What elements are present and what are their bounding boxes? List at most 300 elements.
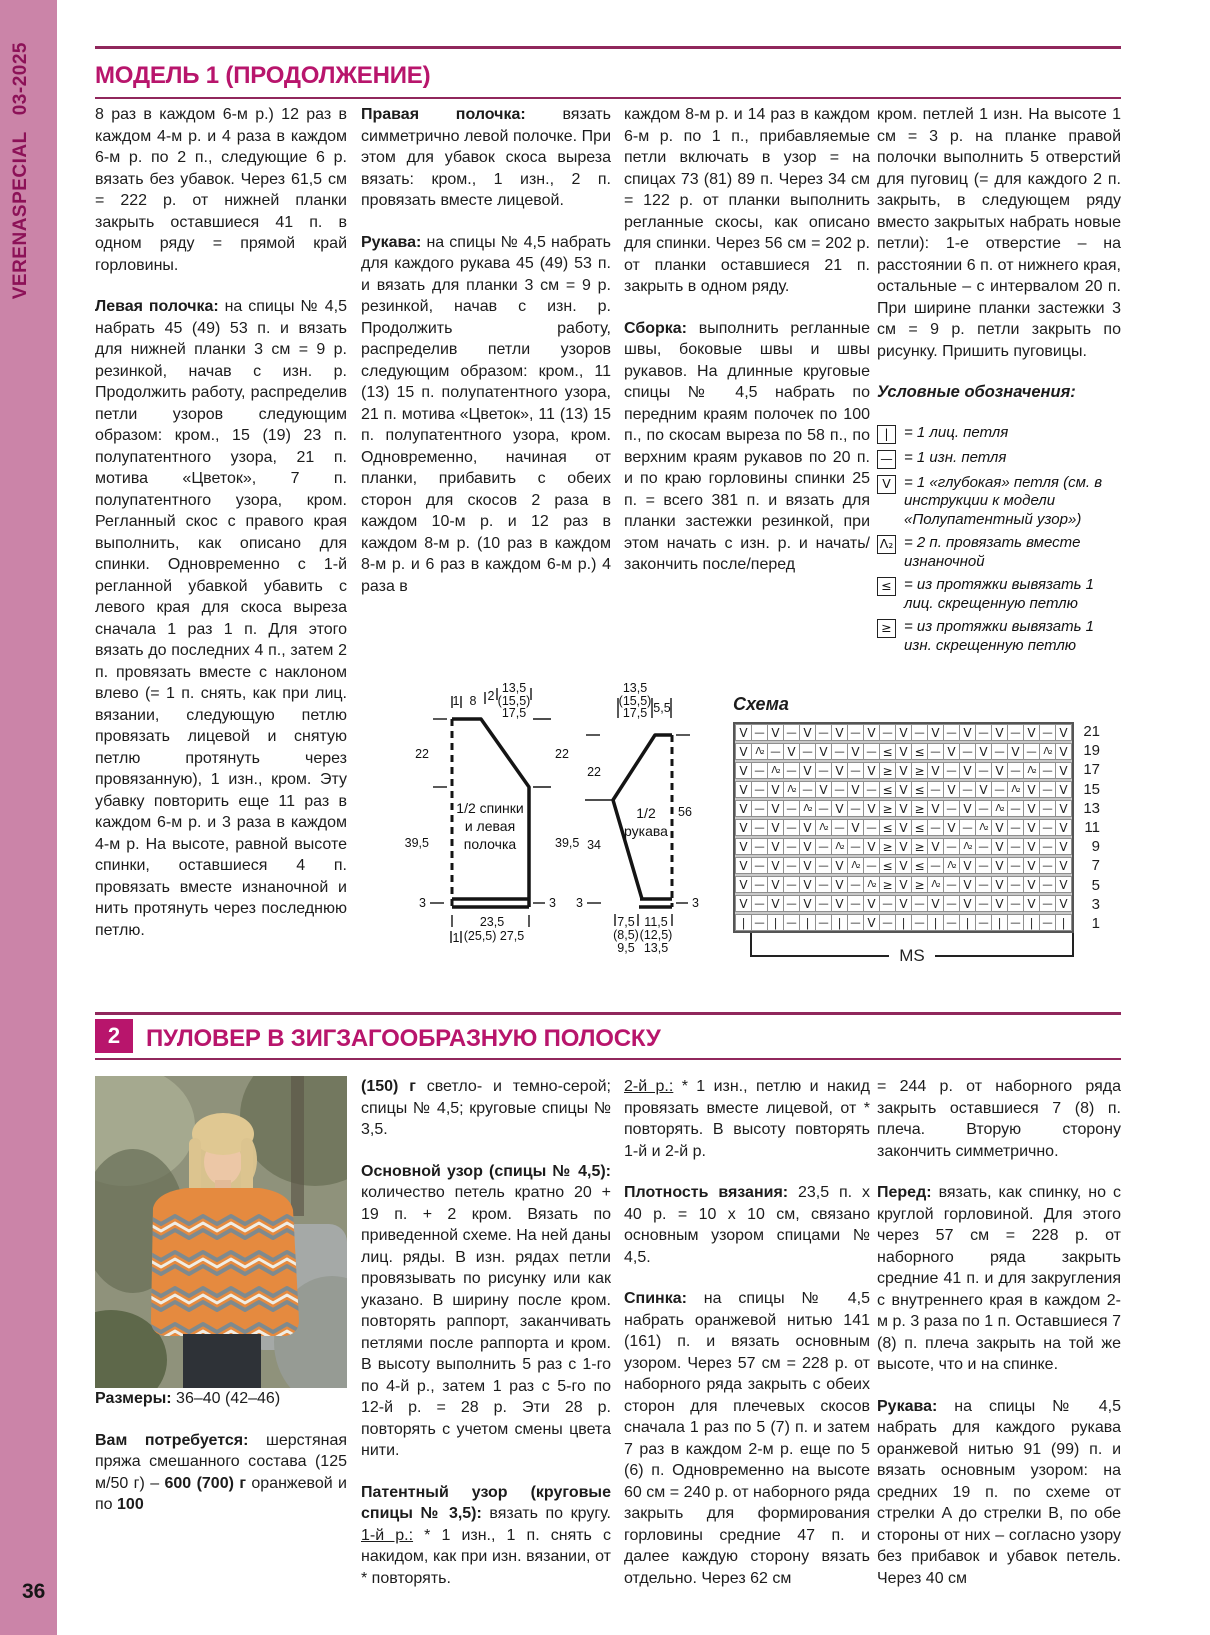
paragraph (361, 104, 611, 212)
chart-cell: Λ₂ (847, 857, 864, 874)
chart-cell: V (991, 876, 1008, 893)
piece-label: рукава (624, 823, 668, 839)
sizes-heading: Размеры: (95, 1390, 172, 1407)
piece-label: полочка (463, 836, 517, 852)
chart-row (735, 800, 1072, 817)
chart-cell: — (751, 800, 768, 817)
chart-cell: ≥ (911, 838, 928, 855)
chart-cell: Λ₂ (799, 800, 816, 817)
chart-cell: V (1023, 724, 1040, 741)
chart-row (735, 762, 1072, 779)
chart-cell: V (927, 895, 944, 912)
chart-cell: — (751, 857, 768, 874)
schematic-sleeve-piece (576, 681, 699, 955)
chart-cell: V (959, 857, 976, 874)
chart-cell: — (863, 743, 880, 760)
chart-cell: ≤ (879, 743, 896, 760)
chart-cell: V (943, 819, 960, 836)
chart-cell: — (1039, 724, 1056, 741)
para-heading: Рукава: (877, 1397, 938, 1415)
chart-cell: — (815, 838, 832, 855)
measurement-label: 13,5 (501, 681, 527, 695)
chart-cell: V (863, 762, 880, 779)
measurement-label: 9,5 (617, 941, 635, 955)
body-text: * 1 изн., петлю и накид провязать вместе лицевой, от * повторять. В высоту повторять 1-й и 2-й р. (624, 1078, 870, 1160)
chart-cell: — (1039, 800, 1056, 817)
chart-row (735, 743, 1072, 760)
para-heading: Правая полочка: (361, 106, 526, 123)
paragraph (624, 1182, 870, 1268)
measurement-label: (15,5) (618, 694, 652, 708)
knitting-chart (733, 694, 1100, 965)
chart-cell: V (991, 819, 1008, 836)
chart-cell: — (815, 895, 832, 912)
section1-title: МОДЕЛЬ 1 (ПРОДОЛЖЕНИЕ) (95, 62, 431, 89)
chart-cell: | (1055, 914, 1072, 931)
chart-cell: — (1039, 819, 1056, 836)
chart-cell: — (1039, 914, 1056, 931)
chart-cell: — (783, 838, 800, 855)
row-label: 1-й р.: (361, 1526, 414, 1544)
chart-cell: ≥ (911, 876, 928, 893)
measurement-label: 34 (587, 838, 601, 852)
paragraph (361, 232, 611, 598)
chart-cell: — (1007, 857, 1024, 874)
chart-row-number: 7 (1091, 857, 1100, 875)
chart-cell: V (767, 819, 784, 836)
chart-cell: V (863, 895, 880, 912)
chart-cell: — (991, 743, 1008, 760)
body-text: 23,5 п. x 40 р. = 10 x 10 см, связано основным узором спицами № 4,5. (624, 1184, 870, 1266)
paragraph (624, 1288, 870, 1589)
chart-cell: V (1023, 819, 1040, 836)
measurement-label: 22 (415, 747, 429, 761)
chart-cell: — (799, 743, 816, 760)
chart-cell: V (895, 800, 912, 817)
chart-cell: | (991, 914, 1008, 931)
chart-cell: — (847, 876, 864, 893)
pattern-schematics (375, 648, 735, 980)
section1-column-3 (624, 104, 870, 596)
measurement-label: (15,5) (497, 694, 531, 708)
bracket-line (935, 955, 1072, 957)
magazine-issue: 03-2025 (10, 42, 31, 116)
chart-cell: — (799, 781, 816, 798)
measurement-label: (8,5) (613, 928, 639, 942)
chart-cell: — (847, 895, 864, 912)
body-text: количество петель кратно 20 + 19 п. + 2 кром. Вязать по приведенной схеме. На ней даны лиц. ряды. В изн. рядах петли провязывать по рисунку или как указано. В ширину после кром. повторять раппорт, заканчивать петлями после раппорта и кром. В высоту выполнить 5 раз с 1-го по 4-й р., затем 1 раз с 5-го по 12-й р. = 28 р. Эти 28 р. повторять с учетом смены цвета нити. (361, 1184, 611, 1459)
bracket-line (752, 955, 889, 957)
body-text: кром. петлей 1 изн. На высоте 1 см = 3 р. на планке правой полочки выполнить 5 отверстий для пуговиц (= для каждого 2 п. закрыть, в следующем ряду вместо закрытых набрать новые петли): 1-е отверстие – на расстоянии 6 п. от нижнего края, остальные – с интервалом 20 п. При ширине планки застежки 3 см = 9 р. петли закрыть по рисунку. Пришить пуговицы. (877, 106, 1121, 360)
para-heading: Левая полочка: (95, 298, 219, 315)
chart-cell: V (767, 781, 784, 798)
chart-cell: V (767, 857, 784, 874)
legend-symbol-box: ≤ (877, 577, 896, 596)
chart-row (735, 895, 1072, 912)
chart-cell: V (1055, 838, 1072, 855)
chart-cell: V (1023, 838, 1040, 855)
chart-row-number: 9 (1091, 838, 1100, 856)
chart-cell: V (799, 724, 816, 741)
legend-item (877, 534, 1121, 571)
legend-text: = из протяжки вывязать 1 лиц. скрещенную петлю (904, 576, 1095, 612)
divider-rule (95, 46, 1121, 49)
chart-cell: V (1055, 743, 1072, 760)
body-text: шерстяная пряжа смешанного состава (125 м/50 г) – (95, 1431, 347, 1492)
measurement-label: 17,5 (622, 706, 648, 720)
chart-cell: V (767, 895, 784, 912)
chart-cell: ≤ (911, 743, 928, 760)
chart-cell: — (783, 857, 800, 874)
divider-rule (95, 1012, 1121, 1015)
chart-cell: V (831, 876, 848, 893)
paragraph (624, 318, 870, 576)
piece-label: 1/2 спинки (456, 800, 524, 816)
section2-title: ПУЛОВЕР В ЗИГЗАГООБРАЗНУЮ ПОЛОСКУ (146, 1025, 661, 1052)
chart-cell: — (911, 914, 928, 931)
chart-cell: V (815, 781, 832, 798)
measurement-label: 7,5 (617, 915, 635, 929)
chart-cell: V (863, 914, 880, 931)
chart-cell: — (927, 743, 944, 760)
chart-cell: V (991, 762, 1008, 779)
chart-title: Схема (733, 694, 789, 714)
body-text: вязать симметрично левой полочке. При этом для убавок скоса выреза вязать: кром., 1 изн., 2 п. провязать вместе лицевой. (361, 106, 611, 209)
chart-cell: — (959, 743, 976, 760)
chart-cell: V (1055, 800, 1072, 817)
schematic-body-piece (405, 681, 580, 945)
sizes-value: 36–40 (42–46) (171, 1390, 281, 1407)
chart-cell: V (799, 838, 816, 855)
section2-column-2 (361, 1076, 611, 1609)
chart-cell: ≤ (879, 857, 896, 874)
measurement-label: 3 (692, 896, 699, 910)
chart-cell: V (847, 743, 864, 760)
chart-cell: V (735, 838, 752, 855)
chart-row-number: 1 (1091, 914, 1100, 932)
chart-cell: — (815, 914, 832, 931)
measurement-label: 1 (452, 931, 460, 945)
body-bold: (150) г (361, 1078, 416, 1095)
chart-cell: V (799, 819, 816, 836)
chart-cell: Λ₂ (863, 876, 880, 893)
legend-item (877, 449, 1121, 469)
chart-cell: — (751, 724, 768, 741)
chart-row-number: 11 (1084, 818, 1100, 836)
chart-cell: | (959, 914, 976, 931)
chart-cell: V (895, 781, 912, 798)
chart-cell: V (847, 819, 864, 836)
chart-cell: V (831, 724, 848, 741)
chart-cell: V (735, 895, 752, 912)
chart-cell: — (847, 838, 864, 855)
chart-cell: — (751, 781, 768, 798)
chart-cell: — (943, 800, 960, 817)
measurement-label: 22 (587, 765, 601, 779)
bracket-tick (750, 933, 752, 957)
chart-cell: — (943, 762, 960, 779)
measurement-label: 5,5 (653, 701, 671, 715)
chart-cell: V (847, 781, 864, 798)
measurement-label: 13,5 (622, 681, 648, 695)
chart-cell: — (847, 724, 864, 741)
measurement-label: 1 (452, 694, 460, 708)
chart-cell: V (1023, 781, 1040, 798)
chart-repeat-bracket (750, 933, 1074, 965)
chart-cell: ≥ (879, 762, 896, 779)
chart-row (735, 724, 1072, 741)
paragraph (877, 1396, 1121, 1590)
legend-symbol-box: Λ₂ (877, 535, 896, 554)
chart-cell: V (735, 876, 752, 893)
measurement-label: 39,5 (555, 836, 580, 850)
legend-symbol-box: | (877, 425, 896, 444)
materials-paragraph (95, 1430, 347, 1516)
chart-cell: — (815, 857, 832, 874)
legend-item (877, 424, 1121, 444)
chart-cell: V (895, 895, 912, 912)
paragraph (877, 1076, 1121, 1162)
chart-cell: V (959, 895, 976, 912)
chart-cell: Λ₂ (959, 838, 976, 855)
piece-label: 1/2 (636, 805, 656, 821)
chart-cell: — (831, 781, 848, 798)
para-heading: Патентный узор (круговые спицы № 3,5): (361, 1483, 611, 1522)
chart-cell: — (1039, 781, 1056, 798)
chart-row-number: 13 (1083, 799, 1100, 817)
chart-cell: — (751, 876, 768, 893)
body-text: на спицы № 4,5 набрать 45 (49) 53 п. и вязать для нижней планки 3 см = 9 р. резинкой, начав с изн. р. Продолжить работу, распределив петли узоров следующим образом: кром., 15 (19) 23 п. полупатентного узора, 21 п. мотива «Цветок», 7 п. полупатентного узора, кром. Регланный скос с правого края выполнить, как описано для спинки. Одновременно с 1-й регланной убавкой убавить с левого края для скоса выреза сначала 1 раз 1 п. Для этого вязать до последних 4 п., затем 2 п. провязать вместе с наклоном влево (= 1 п. снять, как при лиц. вязании, следующую петлю провязать лицевой и снятую петлю протянуть через провязанную), 1 изн., кром. Эту убавку повторить еще 11 раз в каждом 6-м р. и 3 раза в каждом 4-м р. На высоте, равной высоте спинки, оставшиеся 4 п. провязать вместе изнаночной и нить протянуть через последнюю петлю. (95, 298, 347, 939)
chart-cell: V (1007, 743, 1024, 760)
chart-row-number: 5 (1091, 876, 1100, 894)
chart-cell: — (847, 800, 864, 817)
chart-row (735, 857, 1072, 874)
chart-row-number: 21 (1083, 723, 1100, 740)
chart-cell: V (863, 724, 880, 741)
chart-cell: — (815, 800, 832, 817)
chart-cell: | (831, 914, 848, 931)
body-text: каждом 8-м р. и 14 раз в каждом 6-м р. по 1 п., прибавляемые петли включать в узор = на спицах 73 (81) 89 п. Через 34 см = 122 р. от планки выполнить регланные скосы, как описано для спинки. Через 56 см = 202 р. от планки оставшиеся 21 п. закрыть в одном ряду. (624, 106, 870, 295)
chart-cell: V (831, 762, 848, 779)
chart-cell: V (799, 895, 816, 912)
chart-cell: — (751, 914, 768, 931)
magazine-brand: VERENASPECIAL (10, 131, 31, 300)
chart-cell: V (767, 876, 784, 893)
chart-cell: V (895, 876, 912, 893)
sizes-caption (95, 1388, 347, 1410)
chart-cell: — (831, 819, 848, 836)
chart-cell: V (815, 743, 832, 760)
paragraph (877, 1182, 1121, 1376)
chart-cell: — (927, 819, 944, 836)
chart-cell: V (991, 895, 1008, 912)
measurement-label: (25,5) 27,5 (463, 929, 525, 943)
repeat-label: MS (899, 946, 925, 965)
chart-cell: — (943, 876, 960, 893)
chart-body (733, 722, 1100, 933)
chart-cell: | (1023, 914, 1040, 931)
chart-cell: ≤ (911, 819, 928, 836)
legend-symbol-box: — (877, 450, 896, 469)
chart-cell: V (863, 838, 880, 855)
chart-cell: — (879, 724, 896, 741)
measurement-label: 3 (576, 896, 583, 910)
chart-cell: V (943, 781, 960, 798)
chart-cell: — (863, 781, 880, 798)
chart-cell: — (783, 762, 800, 779)
section2-number-badge: 2 (95, 1019, 133, 1053)
chart-cell: V (735, 762, 752, 779)
measurement-label: 8 (469, 694, 477, 708)
chart-cell: V (767, 838, 784, 855)
chart-cell: | (927, 914, 944, 931)
body-text: выполнить регланные швы, боковые швы и швы рукавов. На длинные круговые спицы № 4,5 набрать по передним краям полочек по 100 п., по скосам выреза по 58 п., по верхним краям рукавов по 20 п. и по краю горловины спинки 25 п. = всего 381 п. и вязать для планки застежки резинкой, при этом начать с изн. р. и начать/закончить после/перед (624, 319, 870, 573)
chart-cell: V (991, 857, 1008, 874)
chart-cell: — (751, 895, 768, 912)
chart-grid (733, 722, 1074, 933)
chart-cell: — (879, 895, 896, 912)
pants (183, 1334, 261, 1388)
legend-item (877, 618, 1121, 655)
chart-cell: — (975, 914, 992, 931)
chart-cell: V (735, 743, 752, 760)
chart-cell: ≥ (911, 800, 928, 817)
measurement-label: 3 (419, 896, 426, 910)
chart-cell: Λ₂ (943, 857, 960, 874)
chart-cell: V (959, 876, 976, 893)
chart-cell: V (927, 800, 944, 817)
chart-cell: ≤ (879, 819, 896, 836)
chart-cell: — (911, 895, 928, 912)
chart-cell: V (943, 743, 960, 760)
chart-cell: — (1007, 724, 1024, 741)
measurement-label: (12,5) (639, 928, 673, 942)
chart-cell: — (975, 876, 992, 893)
chart-row (735, 914, 1072, 931)
section1-column-1 (95, 104, 347, 961)
section2-column-3 (624, 1076, 870, 1609)
chart-cell: V (895, 743, 912, 760)
paragraph (361, 1161, 611, 1462)
chart-cell: V (927, 724, 944, 741)
chart-row-number: 15 (1083, 780, 1100, 798)
chart-cell: — (1007, 800, 1024, 817)
para-heading: Вам потребуется: (95, 1431, 249, 1449)
chart-cell: V (735, 781, 752, 798)
chart-cell: V (767, 724, 784, 741)
chart-cell: Λ₂ (975, 819, 992, 836)
legend-symbol-box: V (877, 475, 896, 494)
chart-cell: V (799, 762, 816, 779)
chart-cell: V (895, 762, 912, 779)
chart-cell: Λ₂ (831, 838, 848, 855)
chart-cell: — (1007, 876, 1024, 893)
body-text: на спицы № 4,5 набрать оранжевой нитью 141 (161) п. и вязать основным узором. Через 57 см = 228 р. от наборного ряда закрыть с обеих сторон для плечевых скосов сначала 1 раз по 5 (7) п. и затем 7 раз в каждом 2-м р. еще по 5 (6) п. Одновременно на высоте 60 см = 240 р. от наборного ряда закрыть для формирования горловины средние 47 п. и далее каждую сторону вязать отдельно. Через 62 см (624, 1290, 870, 1587)
section1-column-4 (877, 104, 1121, 660)
chart-cell: ≥ (879, 876, 896, 893)
paragraph (624, 104, 870, 298)
chart-cell: V (863, 800, 880, 817)
legend-text: = 1 лиц. петля (904, 423, 1009, 441)
chart-cell: | (895, 914, 912, 931)
chart-cell: V (735, 857, 752, 874)
chart-cell: V (895, 838, 912, 855)
chart-cell: — (1039, 762, 1056, 779)
chart-cell: — (927, 781, 944, 798)
body-text: 8 раз в каждом 6-м р.) 12 раз в каждом 4-м р. и 4 раза в каждом 6-м р. по 2 п., следующие 6 р. вязать без убавок. Через 61,5 см = 222 р. от нижней планки закрыть оставшиеся 41 п. в одном ряду = прямой край горловины. (95, 106, 347, 274)
measurement-label: 56 (678, 805, 692, 819)
chart-cell: V (1055, 724, 1072, 741)
para-heading: Основной узор (спицы № 4,5): (361, 1162, 611, 1180)
chart-cell: — (975, 800, 992, 817)
legend-text: = 1 «глубокая» петля (см. в инструкции к модели «Полупатентный узор») (904, 473, 1103, 528)
legend-item (877, 576, 1121, 613)
chart-cell: — (975, 895, 992, 912)
chart-cell: — (1007, 838, 1024, 855)
chart-cell: — (991, 781, 1008, 798)
chart-cell: — (783, 876, 800, 893)
chart-cell: — (847, 914, 864, 931)
chart-cell: — (1039, 876, 1056, 893)
chart-cell: — (943, 895, 960, 912)
body-text: оранжевой и по (95, 1474, 347, 1513)
legend-text: = 2 п. провязать вместе изнаночной (904, 534, 1081, 570)
chart-row-number: 19 (1083, 742, 1100, 760)
bracket-tick (1072, 933, 1074, 957)
chart-cell: — (927, 857, 944, 874)
chart-cell: V (927, 762, 944, 779)
measurement-label: 11,5 (644, 915, 668, 929)
chart-cell: — (879, 914, 896, 931)
measurement-label: 17,5 (501, 706, 527, 720)
para-heading: Перед: (877, 1184, 932, 1201)
section2-column-1 (95, 1076, 347, 1536)
legend-title: Условные обозначения: (877, 383, 1076, 401)
chart-cell: V (831, 895, 848, 912)
chart-row-number: 3 (1091, 895, 1100, 913)
measurement-label: 22 (555, 747, 569, 761)
chart-cell: V (927, 838, 944, 855)
chart-cell: — (815, 876, 832, 893)
chart-cell: V (959, 800, 976, 817)
chart-cell: V (735, 800, 752, 817)
chart-cell: — (751, 838, 768, 855)
paragraph (95, 296, 347, 941)
body-text: на спицы № 4,5 набрать для каждого рукава 45 (49) 53 п. и вязать для планки 3 см = 9 р. резинкой, начав с изн. р. Продолжить работу, распределив петли узоров следующим образом: кром., 11 (13) 15 п. полупатентного узора, 21 п. мотива «Цветок», 11 (13) 15 п. полупатентного узора, кром. Одновременно, начиная от планки, прибавить с обеих сторон для скосов 2 раза в каждом 10-м р. и 12 раз в каждом 8-м р. (10 раз в каждом 8-м р. и 6 раз в каждом 6-м р.) 4 раза в (361, 233, 611, 595)
chart-cell: V (959, 762, 976, 779)
page-number: 36 (22, 1580, 46, 1603)
body-bold: 600 (700) г (164, 1474, 246, 1492)
chart-cell: V (1023, 895, 1040, 912)
chart-cell: — (975, 762, 992, 779)
chart-row-number: 17 (1083, 761, 1100, 779)
chart-cell: Λ₂ (1007, 781, 1024, 798)
body-text: на спицы № 4,5 набрать для каждого рукава оранжевой нитью 91 (99) п. и вязать основным узором: на средних 19 п. по схеме от стрелки А до стрелки В, по обе стороны от них – согласно узору без прибавок и убавок петель. Через 40 см (877, 1397, 1121, 1587)
chart-cell: — (911, 724, 928, 741)
chart-row (735, 819, 1072, 836)
chart-cell: V (895, 724, 912, 741)
para-heading: Спинка: (624, 1290, 687, 1307)
chart-cell: — (1007, 762, 1024, 779)
chart-cell: — (831, 743, 848, 760)
chart-cell: V (1055, 876, 1072, 893)
row-label: 2-й р.: (624, 1078, 674, 1095)
chart-cell: Λ₂ (1023, 762, 1040, 779)
chart-cell: — (1039, 838, 1056, 855)
chart-cell: Λ₂ (783, 781, 800, 798)
chart-cell: Λ₂ (927, 876, 944, 893)
chart-cell: Λ₂ (751, 743, 768, 760)
